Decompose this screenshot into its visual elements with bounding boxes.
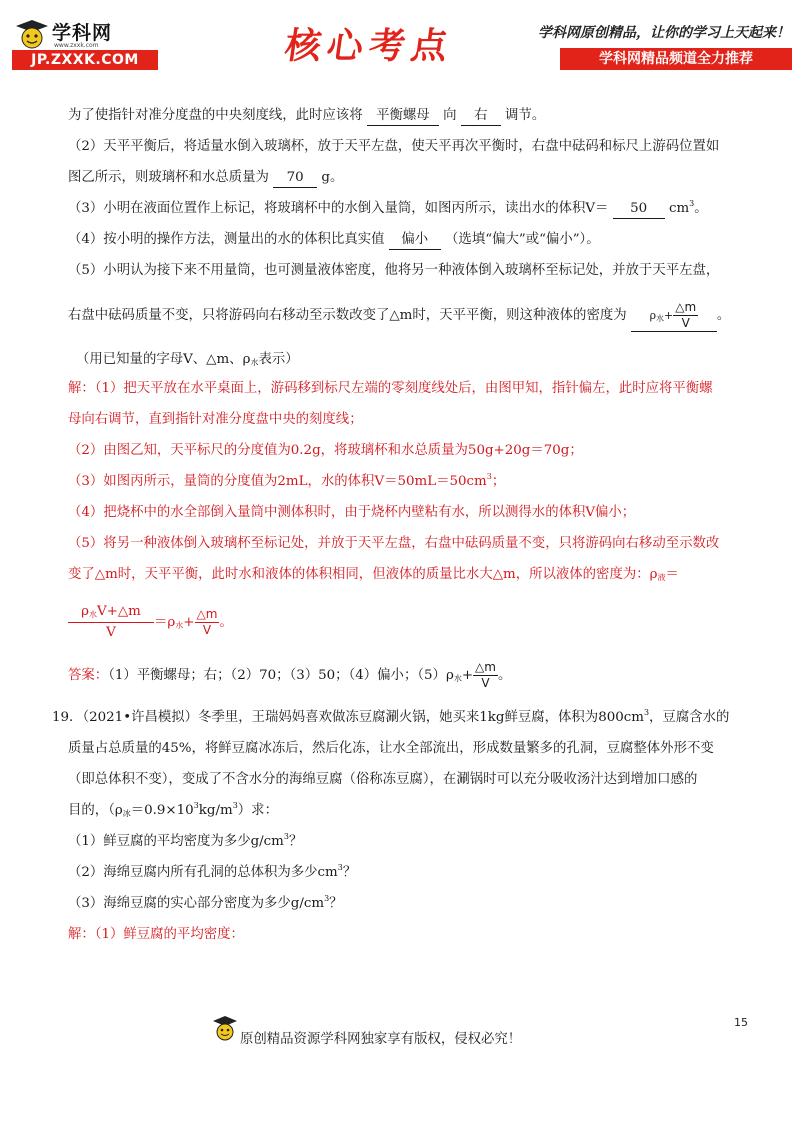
question-line: （即总体积不变），变成了不含水分的海绵豆腐（俗称冻豆腐），在涮锅时可以充分吸收汤汁达到增加口感的 xyxy=(68,772,698,787)
logo-url[interactable]: JP.ZXXK.COM xyxy=(12,50,158,70)
text-line: （用已知量的字母V、△m、$\rho_水$表示） xyxy=(76,352,299,367)
question-line: 质量占总质量的45%，将鲜豆腐冰冻后，然后化冻，让水全部流出，形成数量繁多的孔洞，豆腐整体外形不变 xyxy=(68,741,714,756)
text-line: （5）小明认为接下来不用量筒，也可测量液体密度，他将另一种液体倒入玻璃杯至标记处，并放于天平左盘， xyxy=(68,263,720,278)
solution-line: （4）把烧杯中的水全部倒入量筒中测体积时，由于烧杯内壁粘有水，所以测得水的体积V偏小； xyxy=(68,505,636,520)
text-line: 图乙所示，则玻璃杯和水总质量为 70 g。 xyxy=(68,168,758,188)
fraction: $\frac{\triangle m}{V}$ xyxy=(475,660,496,690)
answer-blank: $\rho_水+$ $\frac{\triangle m}{V}$ xyxy=(631,300,717,332)
page-number: 15 xyxy=(734,1016,748,1029)
text-line: （2）天平平衡后，将适量水倒入玻璃杯，放于天平左盘，使天平再次平衡时，右盘中砝码和标尺上游码位置如 xyxy=(68,139,720,154)
solution-formula: $\frac{\rho_水V+\triangle m}{V}$ $=\rho_水+$ $\frac{\triangle m}{V}$ 。 xyxy=(68,602,758,643)
answer-blank: 平衡螺母 xyxy=(367,107,439,126)
solution-line: 解：（1）把天平放在水平桌面上，游码移到标尺左端的零刻度线处后，由图甲知，指针偏左，此时应将平衡螺 xyxy=(68,381,713,396)
zxxk-logo[interactable] xyxy=(12,16,162,72)
solution-line: （5）将另一种液体倒入玻璃杯至标记处，并放于天平左盘，右盘中砝码质量不变，只将游码向右移动至示数改 xyxy=(68,536,720,551)
answer-blank: 50 xyxy=(613,200,665,219)
text-line: 为了使指针对准分度盘的中央刻度线，此时应该将 平衡螺母 向 右 调节。 xyxy=(68,106,758,126)
question-line: 目的，$(\rho_冰=0.9\times 10^3kg/m^3)$求： xyxy=(68,801,278,818)
fraction: $\frac{\rho_水V+\triangle m}{V}$ xyxy=(68,602,154,643)
header-banner: 核心考点 xyxy=(282,25,457,67)
logo-text: 学科网 xyxy=(52,22,113,44)
question-line: （1）鲜豆腐的平均密度为多少$g/cm^3$？ xyxy=(68,832,303,849)
answer-blank: 70 xyxy=(273,169,317,188)
question-line: （2）海绵豆腐内所有孔洞的总体积为多少$cm^3$？ xyxy=(68,863,357,880)
answer-blank: 偏小 xyxy=(389,231,441,250)
text-line: （4）按小明的操作方法，测量出的水的体积比真实值 偏小 （选填“偏大”或“偏小”）。 xyxy=(68,230,758,250)
fraction: $\frac{\triangle m}{V}$ xyxy=(196,607,218,637)
header-slogan: 学科网原创精品，让你的学习上天起来！ xyxy=(538,25,790,41)
answer-blank: 右 xyxy=(461,107,501,126)
solution-line: （2）由图乙知，天平标尺的分度值为0.2g，将玻璃杯和水总质量为50g+20g＝70g； xyxy=(68,443,583,458)
mascot-icon xyxy=(14,18,50,52)
fraction: $\frac{\triangle m}{V}$ xyxy=(675,300,697,330)
question-line: 19．（2021•许昌模拟）冬季里，王瑞妈妈喜欢做冻豆腐涮火锅，她买来1kg鲜豆腐，体积为$800cm^3$，豆腐含水的 xyxy=(52,708,730,725)
mascot-icon xyxy=(212,1014,238,1044)
solution-line: 解：（1）鲜豆腐的平均密度： xyxy=(68,927,244,942)
copyright-text: 原创精品资源学科网独家享有版权，侵权必究！ xyxy=(240,1032,522,1047)
header-channel-badge: 学科网精品频道全力推荐 xyxy=(560,48,792,70)
answer-label: 答案： xyxy=(68,668,109,683)
question-line: （3）海绵豆腐的实心部分密度为多少$g/cm^3$？ xyxy=(68,894,343,911)
page-header xyxy=(0,0,800,80)
text-line: 右盘中砝码质量不变，只将游码向右移动至示数改变了△m时，天平平衡，则这种液体的密度为 $\rho_水+$ $\frac{\triangle m}{V}$ 。 xyxy=(68,300,731,330)
answer-line: 答案：（1）平衡螺母；右；（2）70；（3）50；（4）偏小；$(5)\rho_水+$ $\frac{\triangle m}{V}$ 。 xyxy=(68,660,512,690)
solution-line: 母向右调节，直到指针对准分度盘中央的刻度线； xyxy=(68,412,363,427)
logo-website: www.zxxk.com xyxy=(54,42,99,49)
text-line: （3）小明在液面位置作上标记，将玻璃杯中的水倒入量筒，如图丙所示，读出水的体积V＝ 50 $cm^3$。 xyxy=(68,199,758,219)
page-footer xyxy=(212,1014,572,1050)
solution-line: 变了△m时，天平平衡，此时水和液体的体积相同，但液体的质量比水大△m，所以液体的密度为：$\rho_液=$ xyxy=(68,567,679,582)
solution-line: （3）如图丙所示，量筒的分度值为2mL，水的体积$V=50mL=50cm^3$； xyxy=(68,472,506,489)
